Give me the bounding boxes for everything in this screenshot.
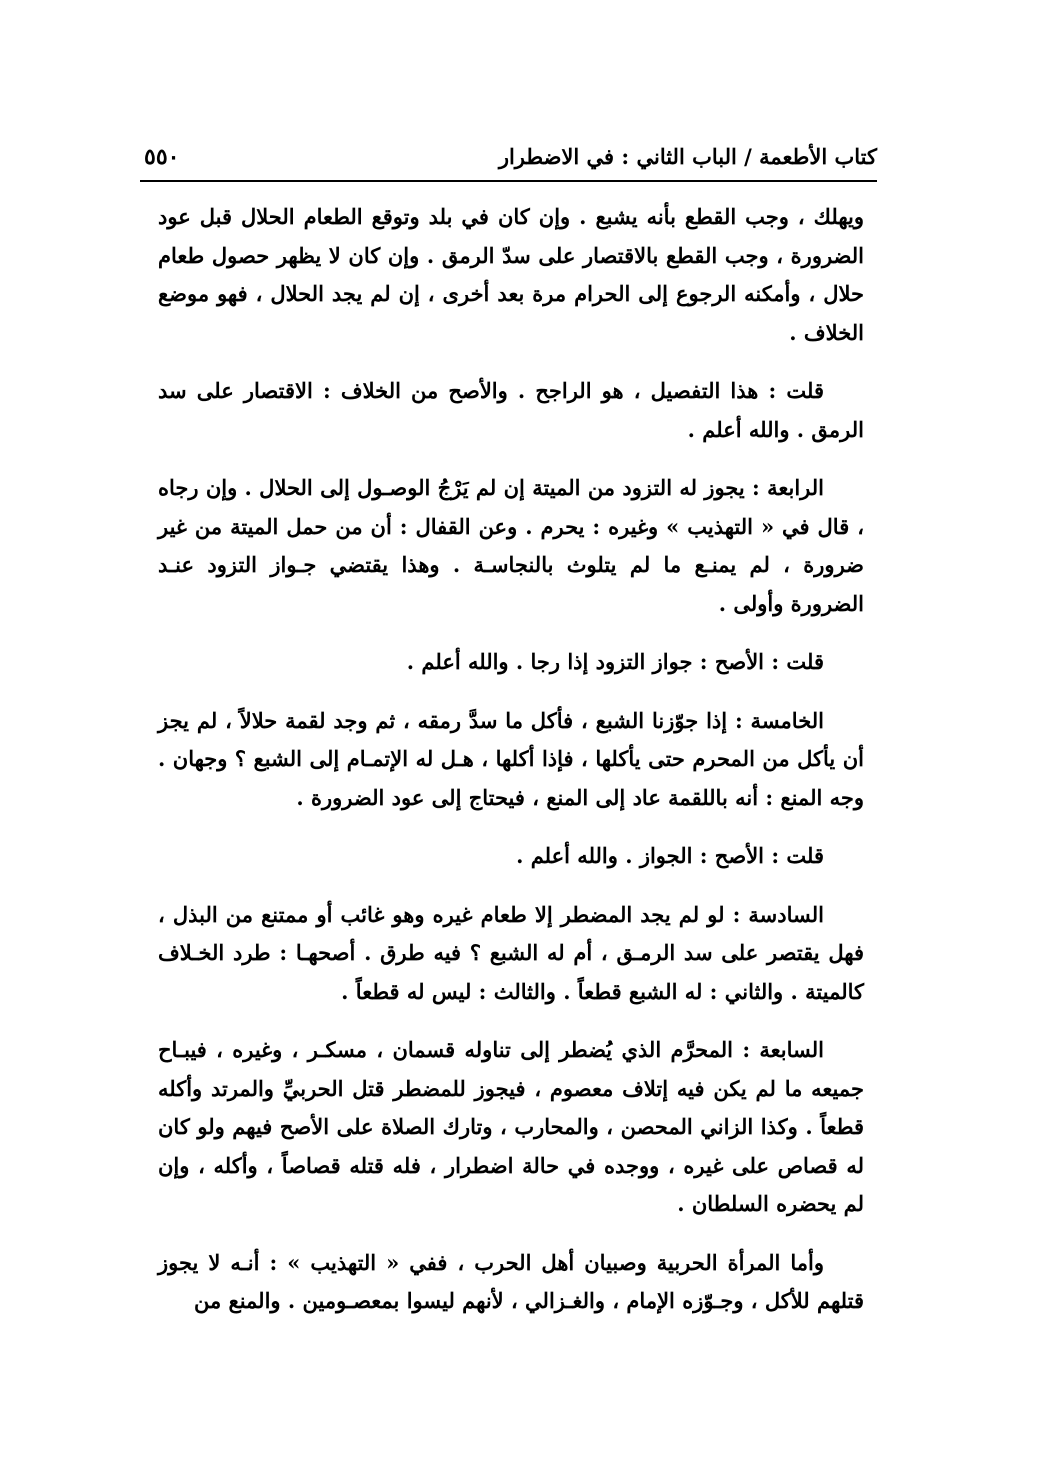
paragraph-4: قلت : الأصح : جواز التزود إذا رجا . والله أعلم . bbox=[406, 649, 824, 674]
running-header bbox=[140, 138, 877, 182]
page-body bbox=[158, 198, 864, 1341]
paragraph-7: السادسة : لو لم يجد المضطر إلا طعام غيره وهو غائب أو ممتنع من البذل ، فهل يقتصر على سد الرمـق ، أم له الشبع ؟ فيه طرق . أصحهـا : طرد الخـلاف كالميتة . والثاني : له الشبع قطعاً . والثالث : ليس له قطعاً . bbox=[158, 901, 864, 1004]
paragraph-3: الرابعة : يجوز له التزود من الميتة إن لم يَرْجُ الوصـول إلى الحلال . وإن رجاه ، قال في « التهذيب » وغيره : يحرم . وعن القفال : أن من حمل الميتة من غير ضرورة ، لم يمنـع ما لم يتلوث بالنجاسـة . وهذا يقتضي جـواز التزود عنـد الضرورة وأولى . bbox=[158, 475, 864, 616]
paragraph-1: ويهلك ، وجب القطع بأنه يشبع . وإن كان في بلد وتوقع الطعام الحلال قبل عود الضرورة ، وجب القطع بالاقتصار على سدّ الرمق . وإن كان لا يظهر حصول طعام حلال ، وأمكنه الرجوع إلى الحرام مرة بعد أخرى ، إن لم يجد الحلال ، فهو موضع الخلاف . bbox=[158, 204, 864, 345]
paragraph-2: قلت : هذا التفصيل ، هو الراجح . والأصح من الخلاف : الاقتصار على سد الرمق . والله أعلم . bbox=[158, 378, 864, 442]
paragraph-9: وأما المرأة الحربية وصبيان أهل الحرب ، ففي « التهذيب » : أنـه لا يجوز قتلهم للأكل ، وجـوّزه الإمام ، والغـزالي ، لأنهم ليسوا بمعصـومين . والمنع من bbox=[158, 1249, 864, 1313]
chapter-title: كتاب الأطعمة / الباب الثاني : في الاضطرار bbox=[498, 144, 877, 169]
paragraph-6: قلت : الأصح : الجواز . والله أعلم . bbox=[516, 843, 824, 868]
paragraph-8: السابعة : المحرَّم الذي يُضطر إلى تناوله قسمان ، مسكـر ، وغيره ، فيبـاح جميعه ما لم يكن فيه إتلاف معصوم ، فيجوز للمضطر قتل الحربيِّ والمرتد وأكله قطعاً . وكذا الزاني المحصن ، والمحارب ، وتارك الصلاة على الأصح فيهم ولو كان له قصاص على غيره ، ووجده في حالة اضطرار ، فله قتله قصاصاً ، وأكله ، وإن لم يحضره السلطان . bbox=[158, 1037, 864, 1216]
page-number: ٥٥٠ bbox=[144, 144, 180, 170]
paragraph-5: الخامسة : إذا جوّزنا الشبع ، فأكل ما سدَّ رمقه ، ثم وجد لقمة حلالاً ، لم يجز أن يأكل من المحرم حتى يأكلها ، فإذا أكلها ، هـل له الإتمـام إلى الشبع ؟ وجهان . وجه المنع : أنه باللقمة عاد إلى المنع ، فيحتاج إلى عود الضرورة . bbox=[158, 707, 864, 810]
